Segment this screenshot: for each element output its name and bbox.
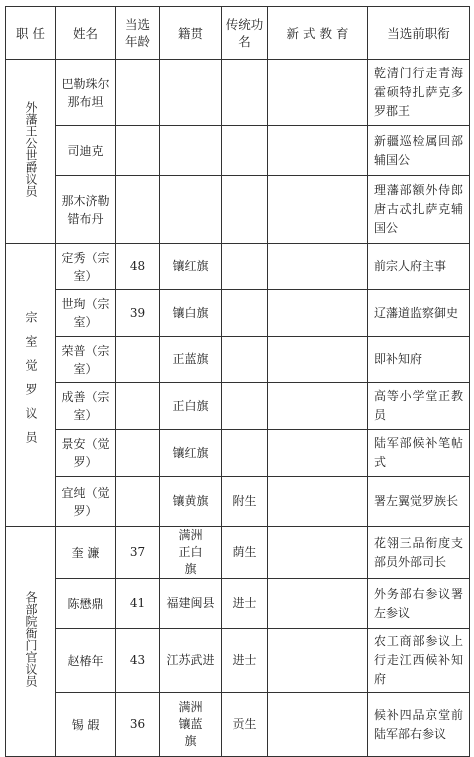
- cell-exam: [222, 430, 268, 477]
- cell-post: 外务部右参议署左参议: [368, 579, 470, 629]
- header-origin: 籍贯: [160, 7, 222, 60]
- cell-post: 辽藩道监察御史: [368, 290, 470, 337]
- cell-origin: 正蓝旗: [160, 337, 222, 383]
- cell-exam: 荫生: [222, 527, 268, 579]
- table-row: [6, 337, 470, 383]
- cell-name: 陈懋鼎: [56, 579, 116, 629]
- header-row: [6, 7, 470, 60]
- header-position: 职 任: [6, 7, 56, 60]
- cell-education: [268, 629, 368, 693]
- cell-post: 理藩部额外侍郎唐古忒扎萨克辅国公: [368, 176, 470, 244]
- cell-exam: [222, 383, 268, 430]
- cell-origin: 江苏武进: [160, 629, 222, 693]
- cell-post: 新疆巡检属回部辅国公: [368, 126, 470, 176]
- cell-name: 荣普（宗室）: [56, 337, 116, 383]
- table-row: [6, 693, 470, 757]
- cell-education: [268, 527, 368, 579]
- cell-exam: [222, 126, 268, 176]
- table-row: [6, 126, 470, 176]
- table-row: [6, 290, 470, 337]
- table-row: [6, 477, 470, 527]
- table-row: [6, 527, 470, 579]
- cell-post: 花翎三品衔度支部员外部司长: [368, 527, 470, 579]
- cell-education: [268, 60, 368, 126]
- cell-exam: 进士: [222, 629, 268, 693]
- cell-age: 43: [116, 629, 160, 693]
- cell-education: [268, 579, 368, 629]
- cell-education: [268, 337, 368, 383]
- cell-education: [268, 290, 368, 337]
- cell-exam: 贡生: [222, 693, 268, 757]
- cell-age: [116, 477, 160, 527]
- cell-age: 39: [116, 290, 160, 337]
- header-age: 当选年龄: [116, 7, 160, 60]
- cell-name: 赵椿年: [56, 629, 116, 693]
- member-table: [5, 6, 470, 757]
- cell-education: [268, 126, 368, 176]
- cell-origin: 满洲正白旗: [160, 527, 222, 579]
- cell-origin: 镶红旗: [160, 430, 222, 477]
- table-row: [6, 579, 470, 629]
- cell-education: [268, 430, 368, 477]
- header-exam: 传统功名: [222, 7, 268, 60]
- cell-name: 巴勒珠尔那布坦: [56, 60, 116, 126]
- cell-education: [268, 477, 368, 527]
- cell-name: 那木济勒错布丹: [56, 176, 116, 244]
- cell-education: [268, 244, 368, 290]
- header-previous-post: 当选前职衔: [368, 7, 470, 60]
- cell-name: 定秀（宗室）: [56, 244, 116, 290]
- cell-name: 宜纯（觉罗）: [56, 477, 116, 527]
- cell-origin: 镶白旗: [160, 290, 222, 337]
- cell-age: 37: [116, 527, 160, 579]
- cell-name: 世珣（宗室）: [56, 290, 116, 337]
- cell-education: [268, 693, 368, 757]
- cell-origin: 福建闽县: [160, 579, 222, 629]
- table-row: [6, 60, 470, 126]
- cell-exam: [222, 337, 268, 383]
- table-row: [6, 430, 470, 477]
- cell-age: [116, 383, 160, 430]
- cell-education: [268, 176, 368, 244]
- cell-origin: [160, 126, 222, 176]
- cell-age: [116, 126, 160, 176]
- section-label: 宗室觉罗议员: [6, 244, 56, 527]
- cell-age: [116, 176, 160, 244]
- cell-exam: [222, 290, 268, 337]
- cell-age: 36: [116, 693, 160, 757]
- cell-post: 候补四品京堂前陆军部右参议: [368, 693, 470, 757]
- header-education: 新 式 教 育: [268, 7, 368, 60]
- cell-name: 成善（宗室）: [56, 383, 116, 430]
- cell-post: 陆军部候补笔帖式: [368, 430, 470, 477]
- cell-origin: [160, 60, 222, 126]
- table-row: [6, 176, 470, 244]
- cell-origin: [160, 176, 222, 244]
- cell-exam: 进士: [222, 579, 268, 629]
- cell-age: 41: [116, 579, 160, 629]
- cell-origin: 镶红旗: [160, 244, 222, 290]
- cell-post: 乾清门行走青海霍硕特扎萨克多罗郡王: [368, 60, 470, 126]
- cell-name: 锡 嘏: [56, 693, 116, 757]
- table-row: [6, 383, 470, 430]
- cell-exam: [222, 244, 268, 290]
- cell-exam: [222, 176, 268, 244]
- cell-name: 景安（觉罗）: [56, 430, 116, 477]
- cell-exam: [222, 60, 268, 126]
- cell-exam: 附生: [222, 477, 268, 527]
- cell-post: 农工商部参议上行走江西候补知府: [368, 629, 470, 693]
- cell-post: 即补知府: [368, 337, 470, 383]
- table-row: [6, 244, 470, 290]
- cell-age: [116, 60, 160, 126]
- cell-name: 奎 濂: [56, 527, 116, 579]
- cell-education: [268, 383, 368, 430]
- cell-origin: 镶黄旗: [160, 477, 222, 527]
- cell-post: 前宗人府主事: [368, 244, 470, 290]
- cell-origin: 正白旗: [160, 383, 222, 430]
- cell-origin: 满洲镶蓝旗: [160, 693, 222, 757]
- cell-age: 48: [116, 244, 160, 290]
- section-label: 各部院衙门官议员: [6, 527, 56, 757]
- cell-age: [116, 430, 160, 477]
- cell-age: [116, 337, 160, 383]
- header-name: 姓名: [56, 7, 116, 60]
- table-row: [6, 629, 470, 693]
- cell-post: 署左翼觉罗族长: [368, 477, 470, 527]
- cell-post: 高等小学堂正教员: [368, 383, 470, 430]
- cell-name: 司迪克: [56, 126, 116, 176]
- section-label: 外藩王公世爵议员: [6, 60, 56, 244]
